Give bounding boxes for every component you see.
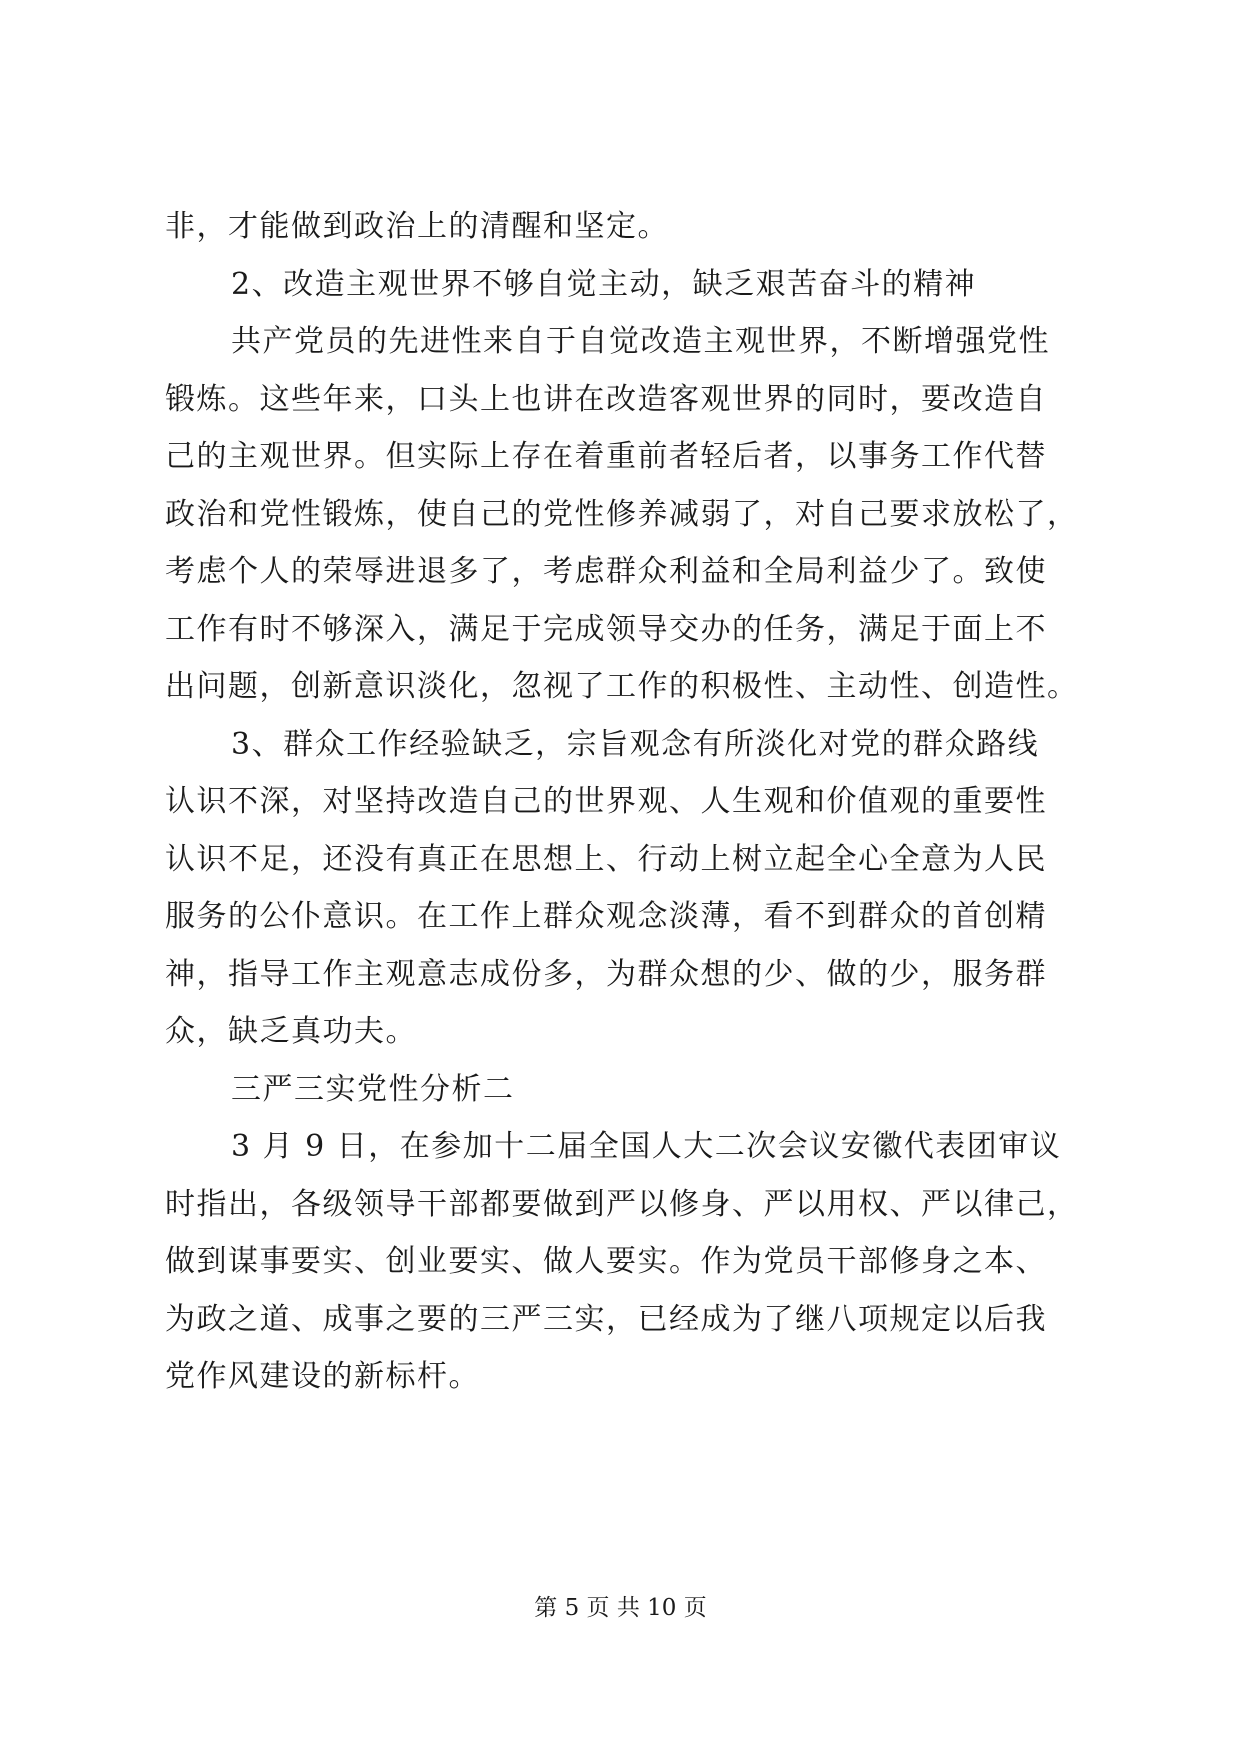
text-line: 神，指导工作主观意志成份多，为群众想的少、做的少，服务群 — [165, 957, 1047, 992]
text-line: 出问题，创新意识淡化，忽视了工作的积极性、主动性、创造性。 — [165, 669, 1079, 704]
text-line: 为政之道、成事之要的三严三实，已经成为了继八项规定以后我 — [165, 1302, 1047, 1337]
text-line: 认识不足，还没有真正在思想上、行动上树立起全心全意为人民 — [165, 842, 1047, 877]
subtitle: 三严三实党性分析二 — [231, 1072, 515, 1107]
page-number: 第 5 页 共 10 页 — [534, 1595, 707, 1621]
text-line: 党作风建设的新标杆。 — [165, 1359, 480, 1394]
section-heading: 3、群众工作经验缺乏，宗旨观念有所淡化对党的群众路线 — [231, 727, 1040, 762]
text-line: 锻炼。这些年来，口头上也讲在改造客观世界的同时，要改造自 — [165, 382, 1047, 417]
text-line: 做到谋事要实、创业要实、做人要实。作为党员干部修身之本、 — [165, 1244, 1047, 1279]
text-line: 认识不深，对坚持改造自己的世界观、人生观和价值观的重要性 — [165, 784, 1047, 819]
text-line: 服务的公仆意识。在工作上群众观念淡薄，看不到群众的首创精 — [165, 899, 1047, 934]
section-heading: 2、改造主观世界不够自觉主动，缺乏艰苦奋斗的精神 — [231, 267, 977, 302]
text-line: 工作有时不够深入，满足于完成领导交办的任务，满足于面上不 — [165, 612, 1047, 647]
text-line: 时指出，各级领导干部都要做到严以修身、严以用权、严以律己， — [165, 1187, 1079, 1222]
text-line: 3 月 9 日，在参加十二届全国人大二次会议安徽代表团审议 — [231, 1129, 1062, 1164]
text-line: 共产党员的先进性来自于自觉改造主观世界，不断增强党性 — [231, 324, 1050, 359]
text-line: 己的主观世界。但实际上存在着重前者轻后者，以事务工作代替 — [165, 439, 1047, 474]
text-line: 政治和党性锻炼，使自己的党性修养减弱了，对自己要求放松了， — [165, 497, 1079, 532]
text-line: 非，才能做到政治上的清醒和坚定。 — [165, 209, 669, 244]
text-line: 众，缺乏真功夫。 — [165, 1014, 417, 1049]
text-line: 考虑个人的荣辱进退多了，考虑群众利益和全局利益少了。致使 — [165, 554, 1047, 589]
